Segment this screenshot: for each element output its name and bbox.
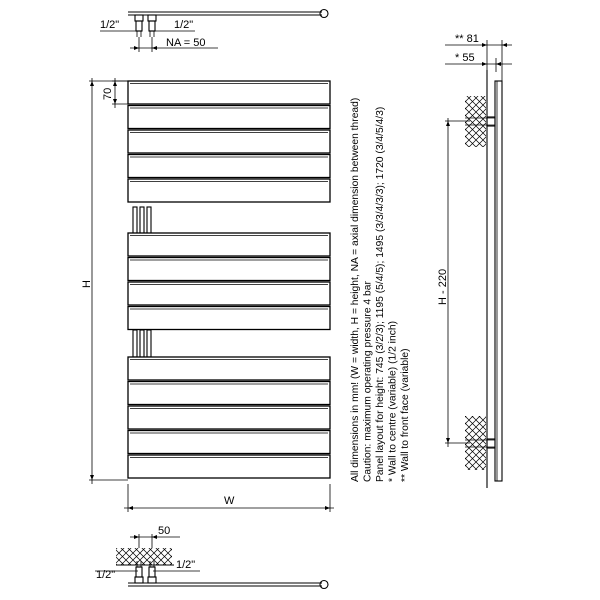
note-line-2: Caution: maximum operating pressure 4 bar (362, 281, 374, 482)
note-line-5: ** Wall to front face (variable) (400, 348, 411, 482)
radiator-panel (128, 431, 330, 454)
axial-distance-label: NA = 50 (166, 37, 206, 49)
radiator-panel (128, 357, 330, 380)
side-view (437, 33, 512, 488)
radiator-panel (128, 155, 330, 178)
radiator-panel (128, 307, 330, 330)
radiator-panel (128, 106, 330, 129)
radiator-panels (128, 81, 330, 478)
radiator-panel (128, 406, 330, 429)
bracket-spacing-label: H - 220 (437, 268, 449, 305)
radiator-panel (128, 455, 330, 478)
thread-size-right-top: 1/2" (174, 19, 194, 31)
note-line-4: * Wall to centre (variable) (1/2 inch) (387, 321, 399, 482)
thread-size-right-bottom: 1/2" (176, 559, 196, 571)
note-line-3: Panel layout for height: 745 (3/2/3); 1195 (5/4/5); 1495 (3/3/4/3/3); 1720 (3/4/5/4/3) (375, 106, 386, 482)
note-line-1: All dimensions in mm! (W = width, H = height, NA = axial dimension between thread) (350, 97, 361, 482)
top-view (100, 10, 328, 53)
radiator-panel (128, 258, 330, 281)
valve-fitting-icon (148, 15, 156, 37)
height-dimension-label: H (81, 280, 93, 288)
notes-block (350, 98, 411, 482)
radiator-panel (128, 130, 330, 153)
radiator-panel (128, 81, 330, 104)
wall-hatch-icon (465, 96, 486, 147)
spacing-dimension: 50 (158, 525, 171, 537)
width-dimension-label: W (224, 495, 235, 507)
front-view (81, 78, 334, 512)
radiator-panel (128, 382, 330, 405)
bottom-view (95, 525, 328, 589)
radiator-panel (128, 233, 330, 256)
radiator-panel (128, 179, 330, 202)
valve-fitting-icon (135, 15, 143, 37)
panel-height-dimension: 70 (102, 87, 114, 100)
wall-to-centre-dimension: * 55 (455, 52, 475, 64)
radiator-panel (128, 282, 330, 305)
thread-size-left-bottom: 1/2" (96, 569, 116, 581)
wall-hatch-icon (116, 548, 172, 565)
wall-to-front-dimension: ** 81 (455, 33, 479, 45)
thread-size-left-top: 1/2" (100, 19, 120, 31)
